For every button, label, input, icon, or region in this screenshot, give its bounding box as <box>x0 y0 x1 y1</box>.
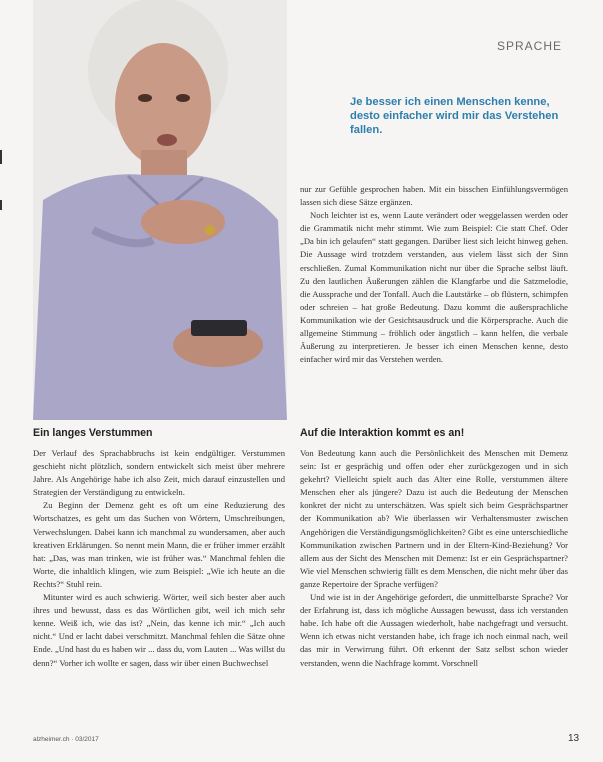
portrait-photo <box>33 0 287 420</box>
page-number: 13 <box>568 733 580 744</box>
elderly-woman-illustration <box>33 0 287 420</box>
pull-quote: Je besser ich einen Menschen kenne, desto einfacher wird mir das Verstehen fallen. <box>350 96 559 136</box>
margin-mark <box>0 150 2 164</box>
paragraph: Von Bedeutung kann auch die Persönlichkeit des Menschen mit Demenz sein: Ist er gesprächig und offen oder eher zurückgezogen und in sich gekehrt? Vielleicht spielt auch das Alter eine Rolle, verstummen ältere Menschen eher als jüngere? Dazu ist auch die Bedeutung der Menschen konkret der nicht zu unterschätzen. Was spielt sich beim Gesprächspartner der Kommunikation ab? Wie überlassen wir Verhaltensmuster zwischen Angehörigen die Verständigungsmöglichkeiten? Gibt es eine unterschiedliche Kommunikation zwischen Partnern und in der Eltern-Kind-Beziehung? Vor allem aus der Sicht des Menschen mit Demenz: Ist er ein Gesprächspartner? Wie viel Menschen schwierig fällt es dem Menschen, die nicht mehr über das ganze Repertoire der Sprache verfügen? <box>300 448 568 589</box>
paragraph: Der Verlauf des Sprachabbruchs ist kein endgültiger. Verstummen geschieht nicht plötzlich, sondern entwickelt sich meist über mehrere Jahre. Als Angehörige habe ich also Zeit, mich darauf einzustellen und Strategien der Verständigung zu entwickeln. <box>33 448 285 498</box>
paragraph: Noch leichter ist es, wenn Laute verändert oder weggelassen werden oder die Grammatik nicht mehr stimmt. Wie zum Beispiel: Cie statt Chef. Oder „Da bin ich gelaufen“ statt gegangen. Darüber liest sich leicht hinweg gehen. Die Aussage wird trotzdem verstanden, aus vielem lässt sich der Sinn erschließen. Zumal Kommunikation nicht nur über die Sprache selbst läuft. Zu den lautlichen Äußerungen zählen die Klangfarbe und die Satzmelodie, die Aussprache und der Tonfall. Auch die Lautstärke – ob flüstern, schimpfen oder schreien – hat große Bedeutung. Dazu kommt die außersprachliche Kommunikation wie der Gesichtsausdruck und die Körpersprache. Auch die allgemeine Stimmung – fröhlich oder ängstlich – kann helfen, die verbale Äußerung zu interpretieren. Je besser ich einen Menschen kenne, desto einfacher wird mir das Verstehen werden. <box>300 210 568 365</box>
paragraph: Und wie ist in der Angehörige gefordert, die unmittelbarste Sprache? Vor der Erfahrung ist, dass ich mögliche Aussagen bewusst, dass ich verstanden habe. Ich habe oft die Aussagen wiederholt, habe nachgefragt und versucht. Wenn ich etwas nicht verstanden habe, ich frage ich noch einmal nach, weil das mir in Verwirrung führt. Oft erkennt der Satz selbst schon wieder verstanden, wenn die Nachfrage kommt. Vorschnell <box>300 592 568 668</box>
left-column <box>33 447 285 670</box>
paragraph: Mitunter wird es auch schwierig. Wörter, weil sich bester aber auch ihres und bewusst, dass es das Wörtlichen gibt, weil ich mich sehr kenne. Weiß ich, wie das ist? „Nein, das kenne ich mir.“ „Ich auch nicht.“ Und er lacht dabei verschmitzt. Manchmal fehlen die Sätze ohne Ende. „Und hast du es haben wir ... dass du, vom Lauten ... Was willst du denn?“ Vorher ich wollte er sagen, dass wir über einen Buchwechsel <box>33 592 285 668</box>
left-heading: Ein langes Verstummen <box>33 427 153 439</box>
section-label: SPRACHE <box>497 39 563 53</box>
right-column <box>300 447 568 670</box>
paragraph: nur zur Gefühle gesprochen haben. Mit ein bisschen Einfühlungsvermögen lassen sich diese Sätze ergänzen. <box>300 184 568 208</box>
upper-right-column <box>300 183 568 366</box>
margin-mark <box>0 200 2 210</box>
paragraph: Zu Beginn der Demenz geht es oft um eine Reduzierung des Wortschatzes, es geht um das Suchen von Wörtern, Umschreibungen, Verwechslungen. Dabei kann ich manchmal zu wundersamen, aber auch kreativen Erklärungen. So nennt mein Mann, die er früher immer erzählt hat: „Das, was man trinken, wie ist früher was.“ Manchmal fehlen die Worte, die inhaltlich klingen, wie zum Beispiel: „Wie ich heute an die Rechts?“ Stuhl rein. <box>33 500 285 589</box>
footer-source: alzheimer.ch · 03/2017 <box>33 736 99 743</box>
right-heading: Auf die Interaktion kommt es an! <box>300 427 465 439</box>
